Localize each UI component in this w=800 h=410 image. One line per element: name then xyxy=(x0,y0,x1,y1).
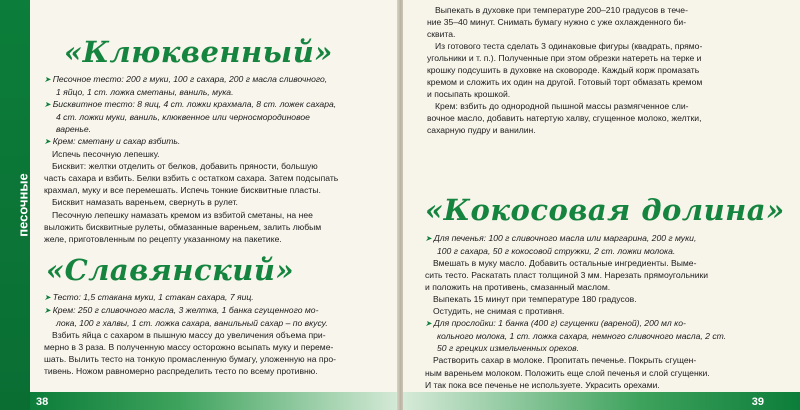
recipe3-line: Для прослойки: 1 банка (400 г) сгущенки (вареной), 200 мл ко- xyxy=(433,318,686,329)
recipe3-line: 100 г сахара, 50 г кокосовой стружки, 2 ст. ложки молока. xyxy=(437,246,676,257)
bullet-icon: ➤ xyxy=(425,234,432,243)
right-top-line: кремом и сложить их один на другой. Готовый торт обмазать кремом xyxy=(427,77,703,88)
recipe1-line: 1 яйцо, 1 ст. ложка сметаны, ваниль, мука. xyxy=(56,87,234,98)
recipe2-title: «Славянский» xyxy=(46,253,295,287)
recipe3-line: Для печенья: 100 г сливочного масла или маргарина, 200 г муки, xyxy=(433,233,697,243)
recipe1-body xyxy=(44,73,384,245)
right-top-line: Выпекать в духовке при температуре 200–210 градусов в тече- xyxy=(435,5,688,15)
recipe1-line: Бисквит намазать вареньем, свернуть в рулет. xyxy=(52,197,238,208)
recipe1-line: выложить бисквитные рулеты, обмазанные вареньем, залить любым xyxy=(44,221,322,232)
bullet-icon: ➤ xyxy=(44,75,51,84)
right-top-line: ние 35–40 минут. Снимать бумагу нужно с уже охлажденного би- xyxy=(427,17,687,28)
recipe1-line: Песочную лепешку намазать кремом из взбитой сметаны, на нее xyxy=(52,209,313,220)
bottom-band-left xyxy=(30,392,400,410)
recipe2-line: шать. Вылить тесто на тонкую промасленную бумагу, уложенную на про- xyxy=(44,354,337,365)
recipe2-line: Тесто: 1,5 стакана муки, 1 стакан сахара, 7 яиц. xyxy=(52,292,254,302)
recipe1-line: Песочное тесто: 200 г муки, 100 г сахара, 200 г масла сливочного, xyxy=(52,74,328,84)
recipe3-line: кольного молока, 1 ст. ложка сахара, немного сливочного масла, 2 ст. xyxy=(437,331,727,342)
recipe3-line: И так пока все печенье не используете. Украсить орехами. xyxy=(425,379,660,390)
recipe1-line: желе, приготовленным по рецепту указанному на пакетике. xyxy=(44,233,282,244)
recipe2-title-wrap xyxy=(46,253,295,287)
recipe3-line: Выпекать 15 минут при температуре 180 градусов. xyxy=(433,294,637,305)
right-top-line: Из готового теста сделать 3 одинаковые фигуры (квадрать, прямо- xyxy=(435,41,703,52)
bullet-icon: ➤ xyxy=(44,306,51,316)
recipe3-title-wrap xyxy=(425,193,785,227)
recipe2-line: тивень. Ножом равномерно распределить тесто по всему противню. xyxy=(44,366,318,377)
recipe1-line: Крем: сметану и сахар взбить. xyxy=(52,136,181,147)
recipe3-line: Вмешать в муку масло. Добавить остальные ингредиенты. Выме- xyxy=(433,258,697,269)
recipe3-line: Остудить, не снимая с противня. xyxy=(433,306,565,317)
bullet-icon: ➤ xyxy=(44,100,51,110)
bullet-icon: ➤ xyxy=(44,293,51,302)
recipe3-body xyxy=(425,232,781,391)
right-top-line: Крем: взбить до однородной пышной массы размягченное сли- xyxy=(435,101,689,112)
recipe3-line: 50 г грецких измельченных орехов. xyxy=(437,343,579,354)
right-top-line: и посыпать крошкой. xyxy=(427,89,511,100)
section-label: песочные xyxy=(15,173,31,237)
right-top-line: вочное масло, добавить натертую халву, сгущенное молоко, желтки, xyxy=(427,113,702,124)
recipe2-line: лока, 100 г халвы, 1 ст. ложка сахара, ванильный сахар – по вкусу. xyxy=(56,318,328,329)
recipe2-line: Взбить яйца с сахаром в пышную массу до увеличения объема при- xyxy=(52,330,326,341)
page-number-left: 38 xyxy=(36,396,49,408)
right-top-line: сквита. xyxy=(427,29,456,40)
right-top-line: крошку подсушить в духовке на сковороде. Каждый корж промазать xyxy=(427,65,700,76)
recipe3-line: и положить на противень, смазанный маслом. xyxy=(425,282,611,293)
recipe3-line: сить тесто. Раскатать пласт толщиной 3 мм. Нарезать прямоугольники xyxy=(425,270,709,281)
right-top-body xyxy=(427,4,777,137)
recipe3-line: Растворить сахар в молоке. Пропитать печенье. Покрыть сгущен- xyxy=(433,355,697,366)
page-number-right: 39 xyxy=(751,396,764,408)
recipe3-line: ным вареньем молоком. Положить еще слой печенья и слой сгущенки. xyxy=(425,367,710,378)
right-top-line: сахарную пудру и ванилин. xyxy=(427,125,536,136)
recipe1-line: Бисквитное тесто: 8 яиц, 4 ст. ложки крахмала, 8 ст. ложек сахара, xyxy=(52,99,337,110)
recipe1-title-wrap xyxy=(64,35,333,69)
recipe2-line: мерно в 3 раза. В полученную массу осторожно всыпать муку и переме- xyxy=(44,342,334,353)
recipe1-line: часть сахара и взбить. Белки взбить с остатком сахара. Затем подсыпать xyxy=(44,173,339,184)
recipe1-title: «Клюквенный» xyxy=(64,35,333,69)
recipe1-line: Бисквит: желтки отделить от белков, добавить пряности, большую xyxy=(52,161,318,172)
bullet-icon: ➤ xyxy=(425,319,432,329)
bottom-band-right xyxy=(403,392,800,410)
recipe3-title: «Кокосовая долина» xyxy=(425,193,785,227)
recipe1-line: варенье. xyxy=(56,124,92,135)
section-label-wrap xyxy=(0,0,30,410)
recipe1-line: Испечь песочную лепешку. xyxy=(52,149,160,160)
right-page xyxy=(403,0,800,410)
recipe1-line: 4 ст. ложки муки, ваниль, клюквенное или черносмородиновое xyxy=(56,112,310,123)
recipe2-line: Крем: 250 г сливочного масла, 3 желтка, 1 банка сгущенного мо- xyxy=(52,305,319,316)
right-top-line: угольники и т. п.). Полученные при этом обрезки натереть на терке и xyxy=(427,53,702,64)
recipe1-line: крахмал, муку и все перемешать. Испечь тонкие бисквитные пласты. xyxy=(44,185,321,196)
recipe2-body xyxy=(44,291,384,377)
bullet-icon: ➤ xyxy=(44,137,51,147)
